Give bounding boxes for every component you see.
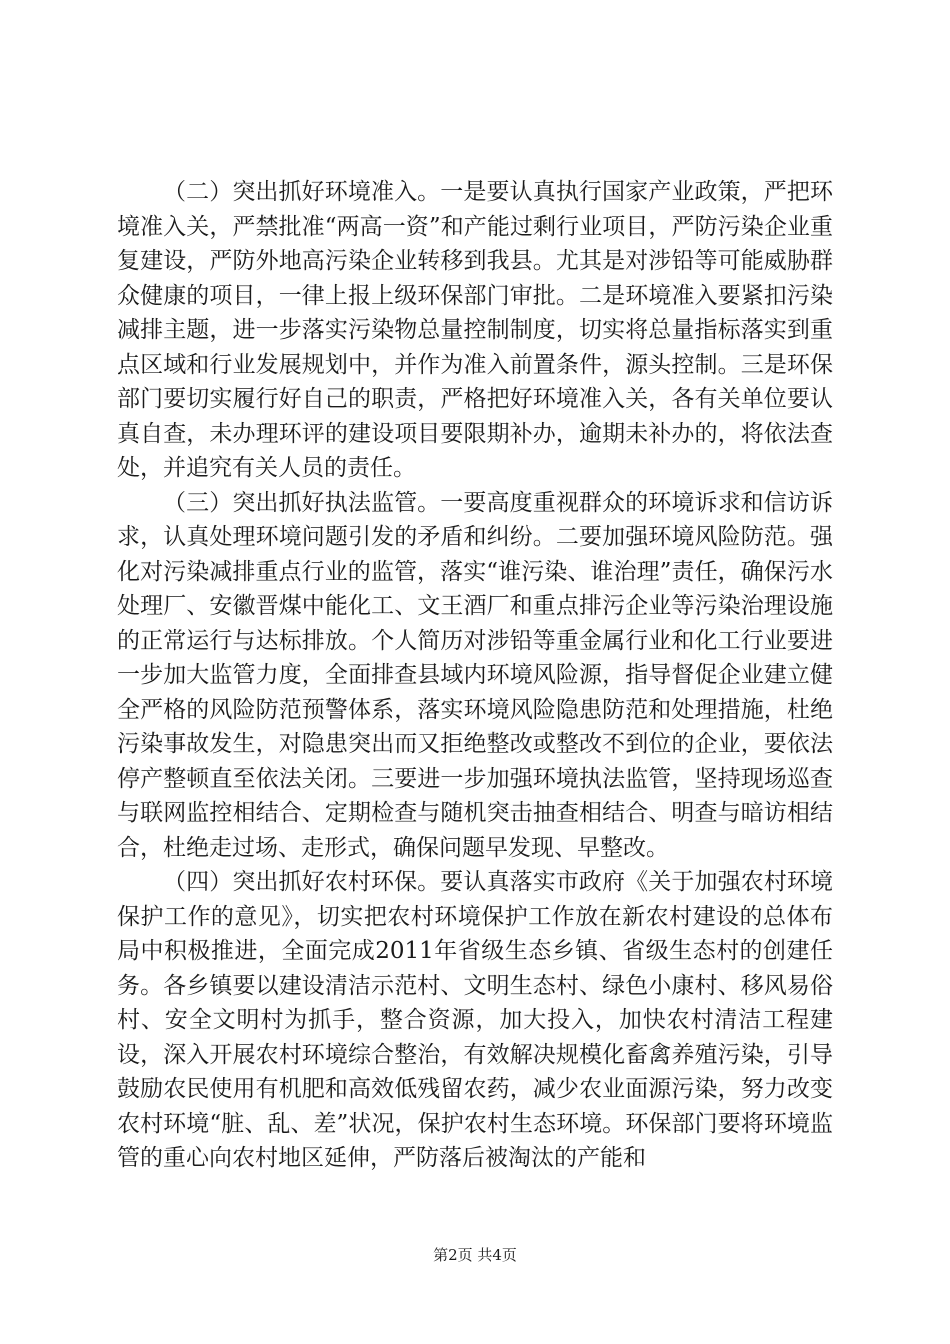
- paragraph-rural-protection: （四）突出抓好农村环保。要认真落实市政府《关于加强农村环境保护工作的意见》，切实把农村环境保护工作放在新农村建设的总体布局中积极推进，全面完成2011年省级生态乡镇、省级生态村的创建任务。各乡镇要以建设清洁示范村、文明生态村、绿色小康村、移风易俗村、安全文明村为抓手，整合资源，加大投入，加快农村清洁工程建设，深入开展农村环境综合整治，有效解决规模化畜禽养殖污染，引导鼓励农民使用有机肥和高效低残留农药，减少农业面源污染，努力改变农村环境“脏、乱、差”状况，保护农村生态环境。环保部门要将环境监管的重心向农村地区延伸，严防落后被淘汰的产能和: [117, 869, 833, 1171]
- page-footer: 第2页 共4页: [433, 1246, 517, 1264]
- paragraph-environment-access: （二）突出抓好环境准入。一是要认真执行国家产业政策，严把环境准入关，严禁批准“两高一资”和产能过剩行业项目，严防污染企业重复建设，严防外地高污染企业转移到我县。尤其是对涉铅等可能威胁群众健康的项目，一律上报上级环保部门审批。二是环境准入要紧扣污染减排主题，进一步落实污染物总量控制制度，切实将总量指标落实到重点区域和行业发展规划中，并作为准入前置条件，源头控制。三是环保部门要切实履行好自己的职责，严格把好环境准入关，各有关单位要认真自查，未办理环评的建设项目要限期补办，逾期未补办的，将依法查处，并追究有关人员的责任。: [117, 179, 833, 481]
- document-body: [117, 175, 833, 1176]
- paragraph-law-enforcement: （三）突出抓好执法监管。一要高度重视群众的环境诉求和信访诉求，认真处理环境问题引发的矛盾和纠纷。二要加强环境风险防范。强化对污染减排重点行业的监管，落实“谁污染、谁治理”责任，确保污水处理厂、安徽晋煤中能化工、文王酒厂和重点排污企业等污染治理设施的正常运行与达标排放。个人简历对涉铅等重金属行业和化工行业要进一步加大监管力度，全面排查县域内环境风险源，指导督促企业建立健全严格的风险防范预警体系，落实环境风险隐患防范和处理措施，杜绝污染事故发生，对隐患突出而又拒绝整改或整改不到位的企业，要依法停产整顿直至依法关闭。三要进一步加强环境执法监管，坚持现场巡查与联网监控相结合、定期检查与随机突击抽查相结合、明查与暗访相结合，杜绝走过场、走形式，确保问题早发现、早整改。: [117, 489, 833, 861]
